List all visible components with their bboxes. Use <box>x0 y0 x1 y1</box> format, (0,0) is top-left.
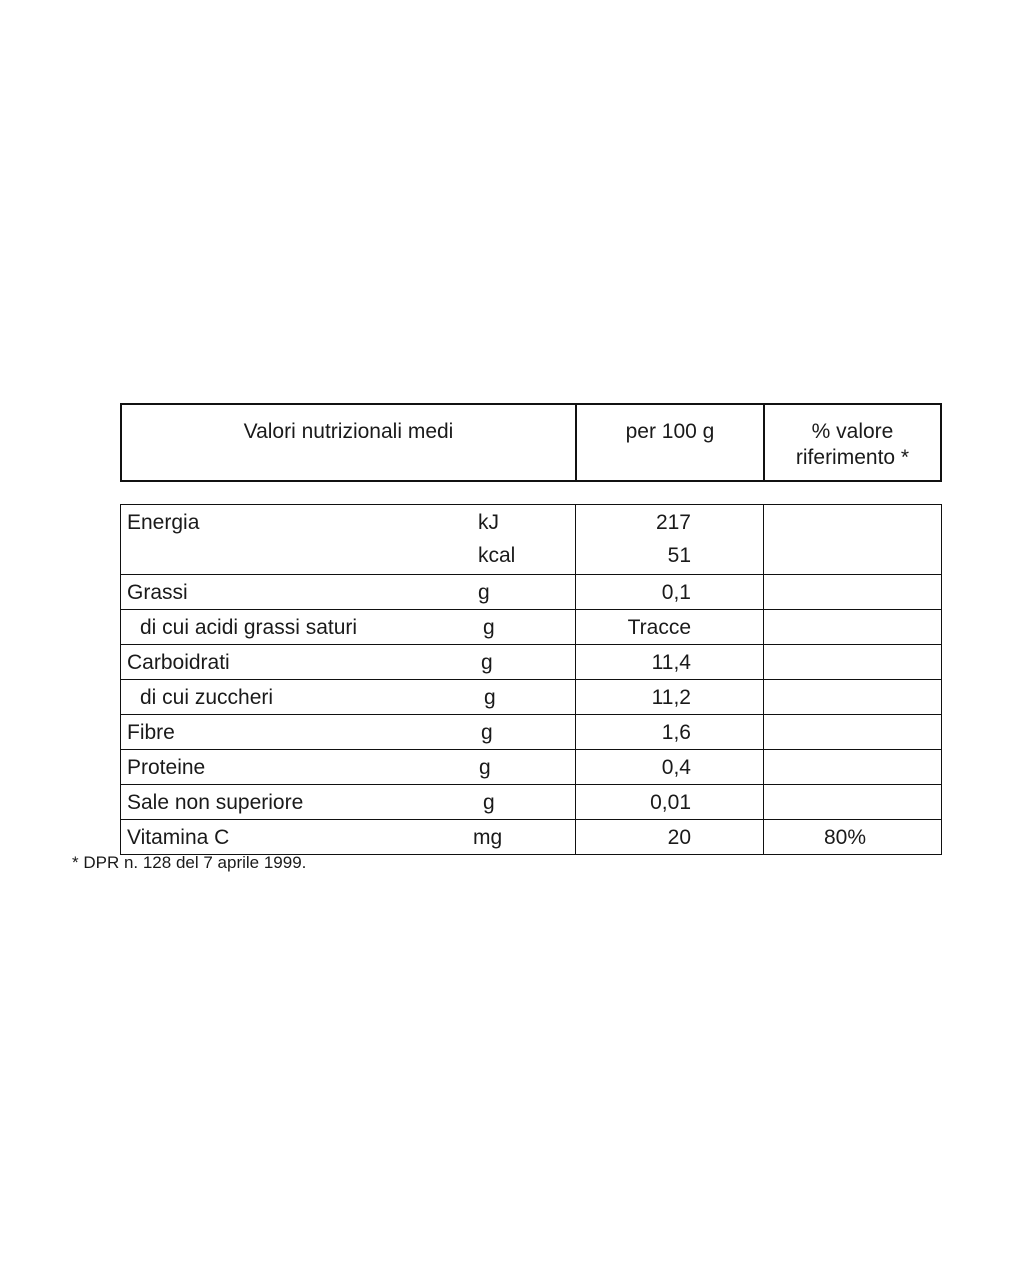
nutrient-value: 1,6 <box>661 721 691 744</box>
nutrient-unit: g <box>483 616 495 639</box>
nutrient-name: di cui acidi grassi saturi <box>140 616 358 639</box>
reference-cell <box>764 680 941 714</box>
value-cell <box>576 505 764 574</box>
nutrient-unit: kJ <box>478 511 499 534</box>
header-reference-line2: riferimento * <box>795 446 910 469</box>
nutrient-cell <box>121 715 576 749</box>
nutrient-value: Tracce <box>627 616 691 639</box>
nutrient-name: Fibre <box>127 721 175 744</box>
nutrition-header <box>120 403 942 482</box>
value-cell <box>576 610 764 644</box>
table-row <box>121 749 941 784</box>
nutrient-value: 0,01 <box>650 791 691 814</box>
nutrient-name: Carboidrati <box>127 651 230 674</box>
value-cell <box>576 680 764 714</box>
value-cell <box>576 820 764 854</box>
nutrient-unit: kcal <box>478 544 516 567</box>
nutrient-cell <box>121 505 576 574</box>
nutrient-unit: g <box>484 686 496 709</box>
nutrient-value: 20 <box>667 826 691 849</box>
value-cell <box>576 645 764 679</box>
nutrient-name: di cui zuccheri <box>140 686 274 709</box>
nutrient-name: Proteine <box>127 756 206 779</box>
footnote: * DPR n. 128 del 7 aprile 1999. <box>72 853 307 872</box>
nutrient-cell <box>121 610 576 644</box>
nutrient-unit: mg <box>473 826 503 849</box>
reference-cell <box>764 715 941 749</box>
nutrient-name: Energia <box>127 511 200 534</box>
nutrient-name: Grassi <box>127 581 188 604</box>
nutrient-unit: g <box>479 756 491 779</box>
header-per-100g: per 100 g <box>577 405 765 480</box>
reference-cell <box>764 785 941 819</box>
table-row <box>121 679 941 714</box>
nutrient-value: 217 <box>655 511 691 534</box>
value-cell <box>576 750 764 784</box>
table-row <box>121 714 941 749</box>
reference-cell <box>764 610 941 644</box>
nutrient-cell <box>121 680 576 714</box>
nutrient-cell <box>121 785 576 819</box>
value-cell <box>576 575 764 609</box>
nutrient-cell <box>121 750 576 784</box>
header-reference-line1: % valore <box>811 420 894 443</box>
table-row <box>121 644 941 679</box>
nutrient-value: 51 <box>667 544 691 567</box>
nutrient-unit: g <box>481 651 493 674</box>
nutrient-cell <box>121 820 576 854</box>
nutrition-table <box>120 504 942 855</box>
header-reference-value <box>765 405 940 480</box>
nutrient-cell <box>121 645 576 679</box>
value-cell <box>576 785 764 819</box>
reference-cell <box>764 505 941 574</box>
value-cell <box>576 715 764 749</box>
nutrient-name: Vitamina C <box>127 826 230 849</box>
header-nutrients: Valori nutrizionali medi <box>122 405 577 480</box>
reference-cell <box>764 820 941 854</box>
nutrient-unit: g <box>481 721 493 744</box>
nutrient-unit: g <box>478 581 490 604</box>
reference-cell <box>764 645 941 679</box>
nutrient-value: 11,2 <box>651 686 691 709</box>
nutrient-value: 0,4 <box>661 756 691 779</box>
table-row <box>121 819 941 854</box>
nutrient-value: 0,1 <box>661 581 691 604</box>
table-row <box>121 505 941 574</box>
nutrient-cell <box>121 575 576 609</box>
reference-cell <box>764 750 941 784</box>
nutrient-name: Sale non superiore <box>127 791 304 814</box>
table-row <box>121 784 941 819</box>
table-row <box>121 609 941 644</box>
reference-cell <box>764 575 941 609</box>
reference-percentage: 80% <box>824 826 867 849</box>
nutrient-value: 11,4 <box>651 651 691 674</box>
table-row <box>121 574 941 609</box>
nutrient-unit: g <box>483 791 495 814</box>
